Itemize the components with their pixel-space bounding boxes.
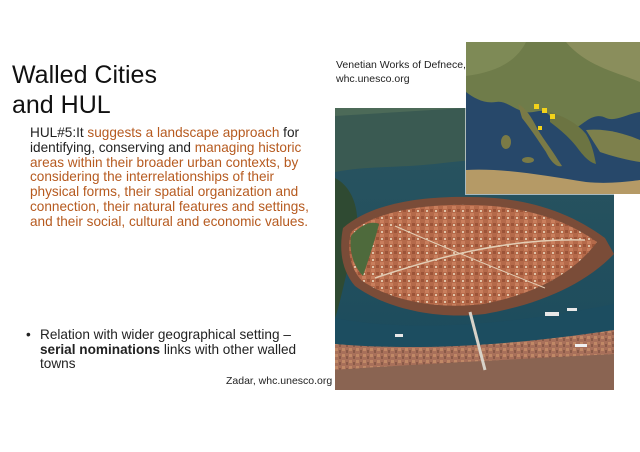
bullet-bold-text: serial nominations — [40, 341, 161, 357]
body-highlight-1: suggests a landscape approach — [87, 125, 280, 140]
map-caption: Venetian Works of Defnece, whc.unesco.org — [336, 59, 466, 85]
slide-title — [12, 60, 212, 120]
bullet-text-1: Relation with wider geographical setting – — [40, 327, 291, 342]
title-line-2: and HUL — [12, 91, 111, 119]
body-paragraph — [30, 126, 316, 230]
bullet-text — [40, 328, 326, 372]
bullet-item — [26, 328, 326, 372]
body-lead: HUL#5:It — [30, 125, 88, 140]
body-highlight-2: managing historic areas within their broader urban contexts, by considering the interrelationships of their physical forms, their spatial organization and connection, their natural features and settings, and their social, cultural and economic values. — [30, 139, 309, 229]
bullet-text-2: links with other walled towns — [40, 341, 297, 372]
satellite-map-inset — [466, 42, 640, 194]
bullet-marker: • — [26, 327, 31, 342]
photo-caption: Zadar, whc.unesco.org — [226, 375, 333, 387]
title-line-1: Walled Cities — [12, 61, 157, 89]
body-middle: for identifying, conserving and — [30, 125, 300, 155]
